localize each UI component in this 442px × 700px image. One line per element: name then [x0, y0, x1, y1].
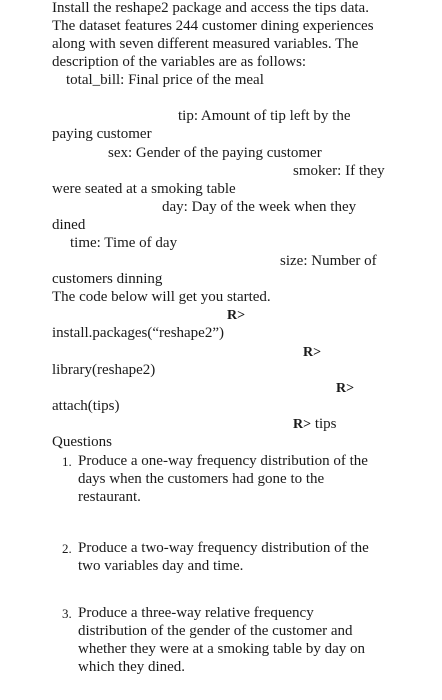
intro-line-1: Install the reshape2 package and access the tips data.: [52, 0, 369, 16]
variable-tip-cont: paying customer: [52, 126, 152, 142]
r-prompt-1: R>: [227, 308, 246, 323]
variable-day-cont: dined: [52, 217, 86, 233]
question-2-line-1: Produce a two-way frequency distribution of the: [78, 540, 369, 556]
question-2-line-2: two variables day and time.: [78, 558, 244, 574]
variable-total-bill: total_bill: Final price of the meal: [66, 72, 264, 88]
r-prompt-3: R>: [336, 381, 355, 396]
code-install: install.packages(“reshape2”): [52, 325, 224, 341]
variable-tip: tip: Amount of tip left by the: [178, 108, 351, 124]
r-prompt-4: R>: [293, 417, 312, 432]
intro-line-2: The dataset features 244 customer dining experiences: [52, 18, 374, 34]
question-2-number: 2.: [62, 541, 72, 556]
question-3-line-3: whether they were at a smoking table by day on: [78, 641, 365, 657]
questions-heading: Questions: [52, 434, 112, 450]
r-prompt-2: R>: [303, 345, 322, 360]
question-1-line-3: restaurant.: [78, 489, 141, 505]
code-tips: tips: [314, 416, 337, 432]
variable-smoker: smoker: If they: [293, 163, 385, 179]
variable-size: size: Number of: [280, 253, 377, 269]
code-tips-line: [293, 416, 337, 433]
question-1-number: 1.: [62, 454, 72, 469]
variable-sex: sex: Gender of the paying customer: [108, 145, 322, 161]
code-attach: attach(tips): [52, 398, 120, 414]
intro-line-3: along with seven different measured variables. The: [52, 36, 359, 52]
question-3-line-2: distribution of the gender of the customer and: [78, 623, 353, 639]
variable-smoker-cont: were seated at a smoking table: [52, 181, 236, 197]
intro-line-4: description of the variables are as follows:: [52, 54, 307, 70]
code-library: library(reshape2): [52, 362, 156, 378]
variable-size-cont: customers dinning: [52, 271, 163, 287]
question-3-number: 3.: [62, 606, 72, 621]
question-1-line-1: Produce a one-way frequency distribution of the: [78, 453, 368, 469]
question-1-line-2: days when the customers had gone to the: [78, 471, 325, 487]
variable-day: day: Day of the week when they: [162, 199, 357, 215]
code-intro: The code below will get you started.: [52, 289, 271, 305]
variable-time: time: Time of day: [70, 235, 178, 251]
question-3-line-4: which they dined.: [78, 659, 186, 675]
question-3-line-1: Produce a three-way relative frequency: [78, 605, 314, 621]
